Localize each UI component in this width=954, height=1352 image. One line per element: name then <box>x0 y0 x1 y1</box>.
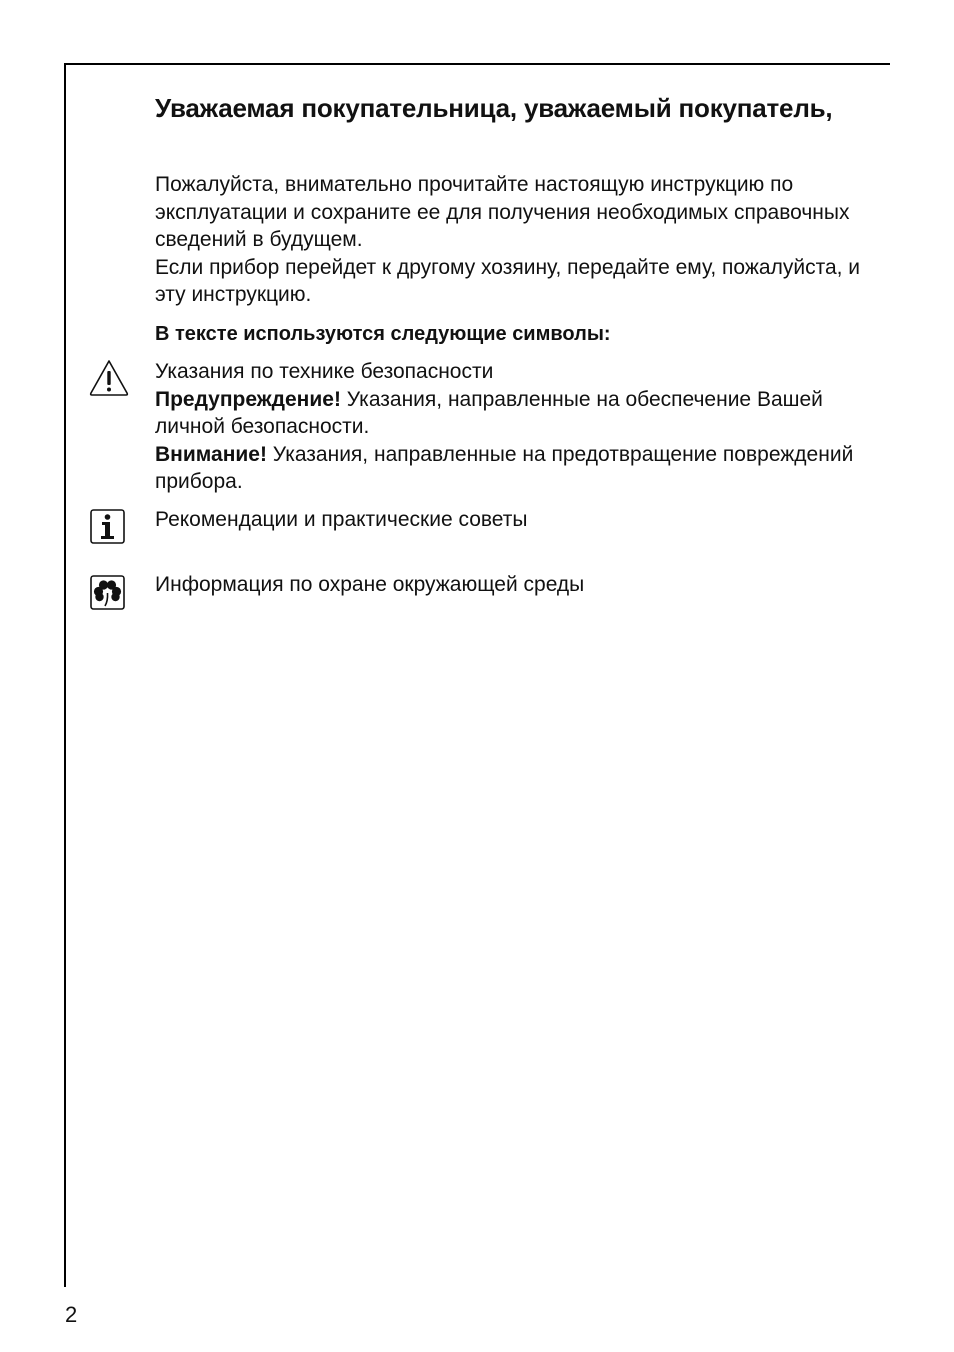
safety-line-2: Предупреждение! Указания, направленные на обеспечение Вашей личной безопасности. <box>155 387 823 438</box>
symbol-description-environment <box>155 571 855 599</box>
symbol-description-safety <box>155 358 855 496</box>
environment-clover-icon <box>90 575 126 616</box>
warning-triangle-icon <box>88 358 130 403</box>
safety-line-1: Указания по технике безопасности <box>155 360 494 383</box>
page-number: 2 <box>65 1302 78 1327</box>
intro-text <box>155 171 875 309</box>
warning-label: Предупреждение! <box>155 387 341 411</box>
intro-paragraph-1: Пожалуйста, внимательно прочитайте настоящую инструкцию по эксплуатации и сохраните ее для получения необходимых справочных сведений в будущем. <box>155 173 850 251</box>
attention-label: Внимание! <box>155 442 267 466</box>
environment-line-1: Информация по охране окружающей среды <box>155 573 585 596</box>
tips-line-1: Рекомендации и практические советы <box>155 508 528 531</box>
frame-top-rule <box>64 63 890 65</box>
page-title: Уважаемая покупательница, уважаемый покупатель, <box>155 93 833 123</box>
symbols-heading: В тексте используются следующие символы: <box>155 323 611 345</box>
symbol-description-tips <box>155 506 855 534</box>
safety-line-3: Внимание! Указания, направленные на предотвращение повреждений прибора. <box>155 442 854 493</box>
frame-left-rule <box>64 63 66 1287</box>
info-icon <box>90 509 126 550</box>
intro-paragraph-2: Если прибор перейдет к другому хозяину, передайте ему, пожалуйста, и эту инструкцию. <box>155 255 861 306</box>
